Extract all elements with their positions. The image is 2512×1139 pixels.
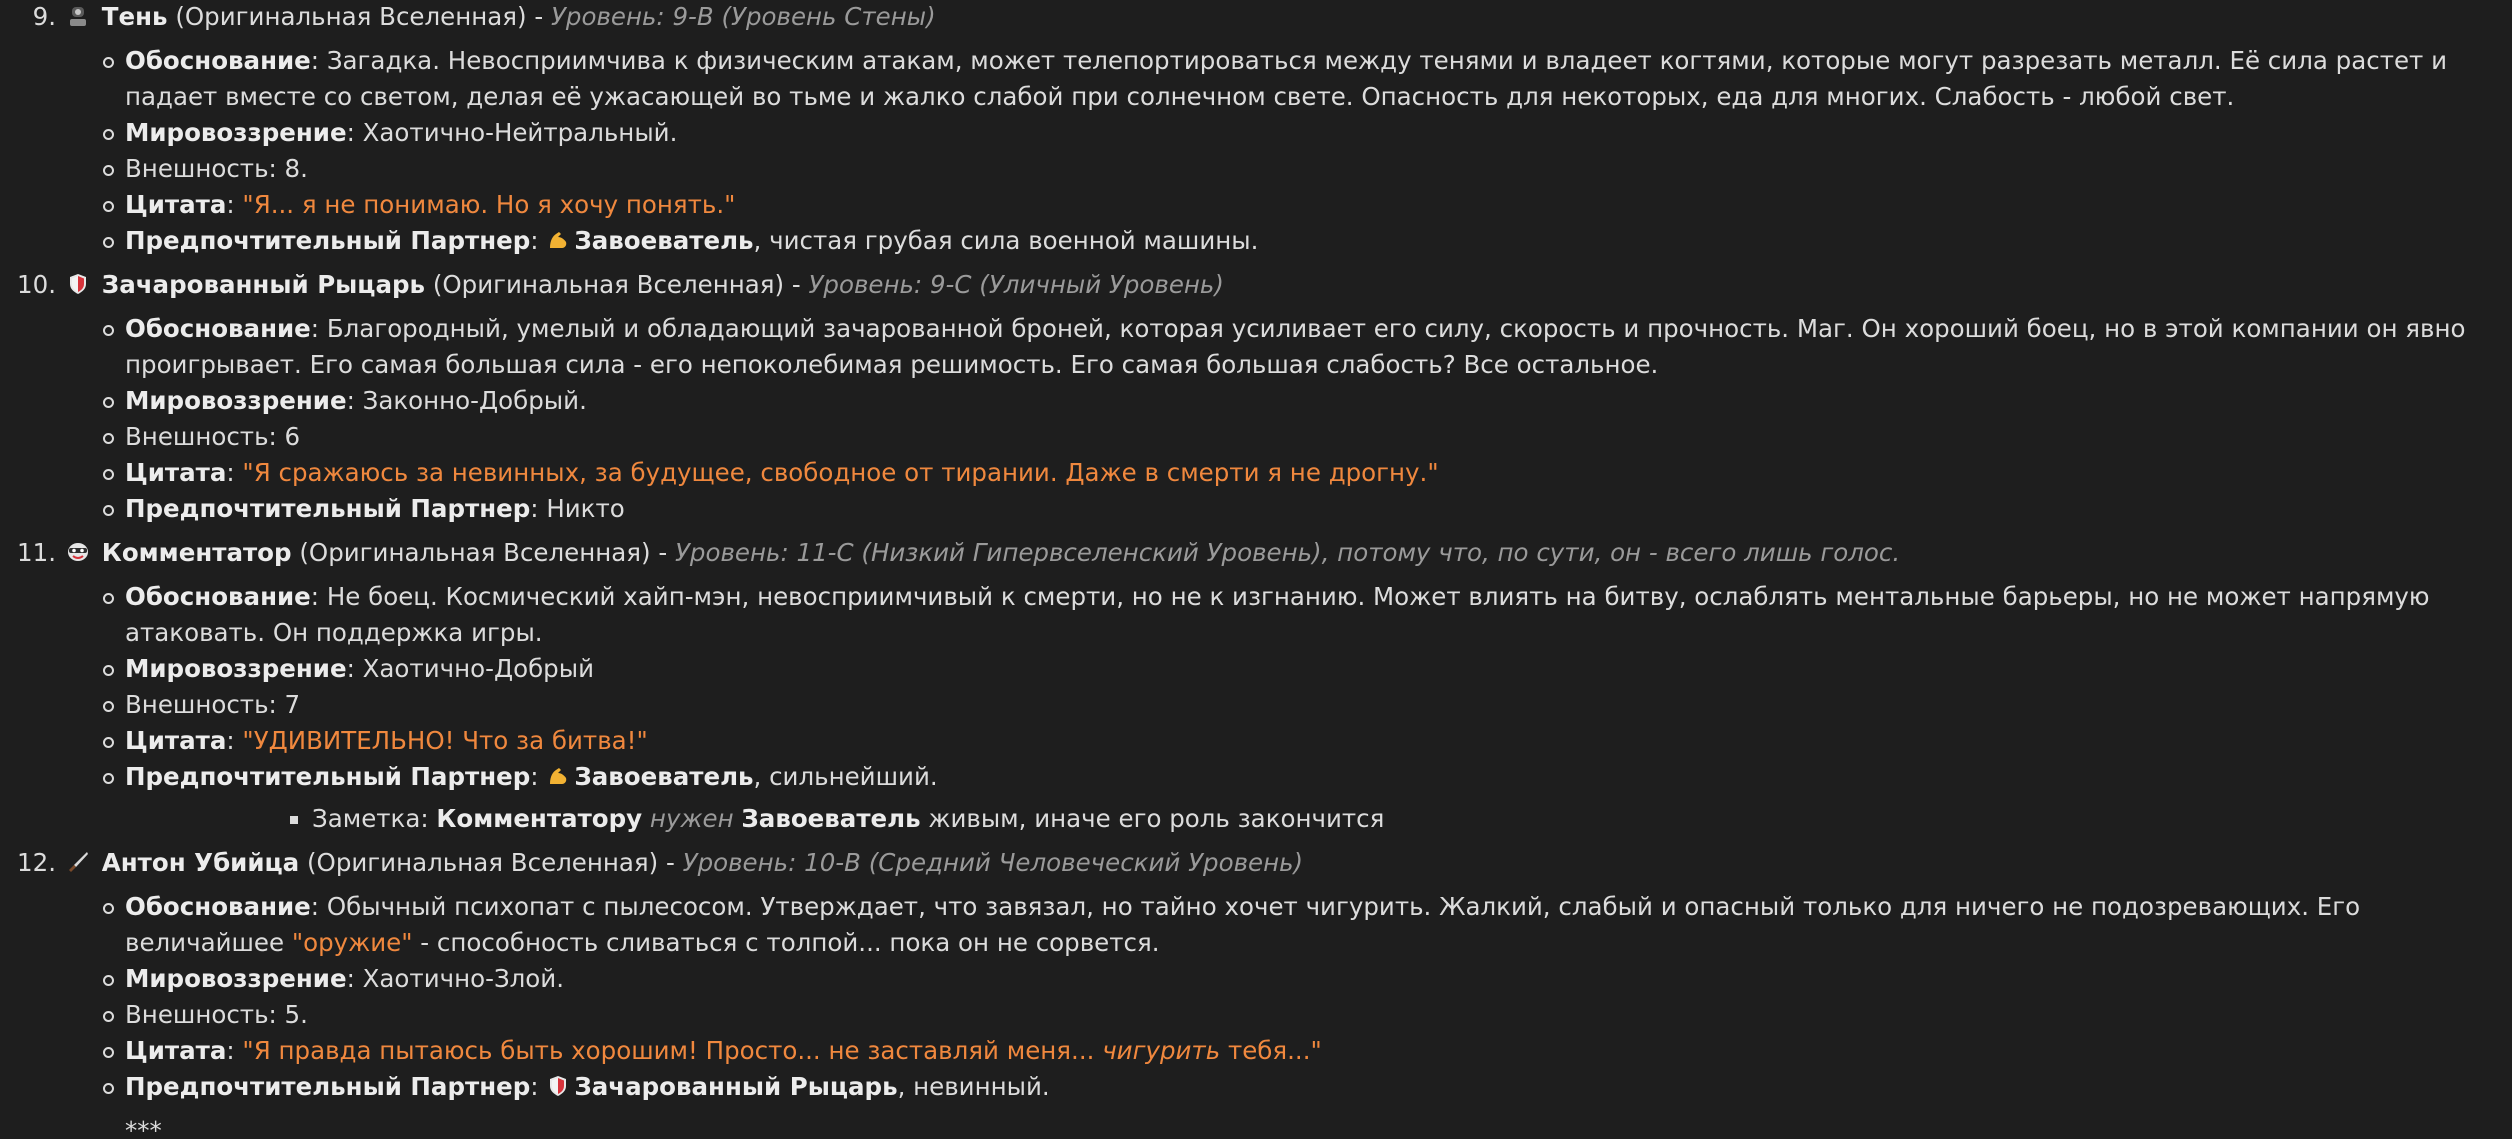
justification-item: [0, 889, 2512, 961]
justification-label: Обоснование: [125, 46, 311, 75]
character-name: Антон Убийца: [101, 848, 300, 877]
entry-heading: [0, 535, 2512, 571]
section-divider-stars: ***: [125, 1116, 162, 1139]
quote-text: "Я сражаюсь за невинных, за будущее, свободное от тирании. Даже в смерти я не дрогну.": [242, 458, 1439, 487]
justification-label: Обоснование: [125, 582, 311, 611]
partner-text: : Никто: [530, 494, 625, 523]
justification-item: [0, 311, 2512, 383]
universe-text: (Оригинальная Вселенная) -: [167, 2, 551, 31]
justification-text: : Не боец. Космический хайп-мэн, невосприимчивый к смерти, но не к изгнанию. Может влиять на битву, ослаблять ментальные барьеры, но не может напрямую атаковать. Он поддержка игры.: [125, 582, 2430, 647]
appearance-item: Внешность: 6: [0, 419, 2512, 455]
character-name: Комментатор: [101, 538, 292, 567]
partner-label: Предпочтительный Партнер: [125, 494, 531, 523]
quote-text: "Я правда пытаюсь быть хорошим! Просто... не заставляй меня...: [242, 1036, 1103, 1065]
list-item: [0, 535, 2512, 837]
justification-text-end: - способность сливаться с толпой... пока он не сорвется.: [412, 928, 1160, 957]
note-prefix: Заметка:: [312, 804, 437, 833]
entry-heading: [0, 0, 2512, 35]
note-italic: нужен: [642, 804, 742, 833]
alignment-label: Мировоззрение: [125, 654, 347, 683]
quote-label: Цитата: [125, 726, 227, 755]
justification-item: [0, 579, 2512, 651]
partner-name: Завоеватель: [574, 226, 754, 255]
partner-rest: , чистая грубая сила военной машины.: [753, 226, 1259, 255]
shield-icon: [546, 1074, 570, 1098]
alignment-item: [0, 961, 2512, 997]
note-item: [125, 801, 2492, 837]
knife-icon: [66, 850, 90, 874]
justification-text: : Обычный психопат с пылесосом. Утверждает, что завязал, но тайно хочет чигурить. Жалкий, слабый и опасный только для ничего не подозревающих. Его величайшее: [125, 892, 2361, 957]
flexed-biceps-icon: [546, 764, 570, 788]
quote-item: Цитата: "Я сражаюсь за невинных, за будущее, свободное от тирании. Даже в смерти я не дрогну.": [0, 455, 2512, 491]
universe-text: (Оригинальная Вселенная) -: [425, 270, 809, 299]
partner-label: Предпочтительный Партнер: [125, 762, 531, 791]
shield-icon: [66, 272, 90, 296]
list-number: 9.: [32, 2, 56, 31]
list-item: [0, 845, 2512, 1105]
alignment-text: : Хаотично-Злой.: [346, 964, 565, 993]
partner-rest: , невинный.: [897, 1072, 1050, 1101]
partner-label: Предпочтительный Партнер: [125, 1072, 531, 1101]
alignment-item: [0, 651, 2512, 687]
alignment-text: : Хаотично-Нейтральный.: [346, 118, 678, 147]
appearance-item: Внешность: 5.: [0, 997, 2512, 1033]
list-item: [0, 0, 2512, 259]
tier-text: Уровень: 9-B (Уровень Стены): [550, 2, 936, 31]
list-number: 10.: [17, 270, 56, 299]
alignment-item: [0, 383, 2512, 419]
partner-item: Предпочтительный Партнер: Зачарованный Рыцарь, невинный.: [0, 1069, 2512, 1105]
tier-text: Уровень: 11-C (Низкий Гипервселенский Уровень), потому что, по сути, он - всего лишь голос.: [675, 538, 1901, 567]
character-name: Тень: [101, 2, 168, 31]
justification-item: [0, 43, 2512, 115]
note-rest: живым, иначе его роль закончится: [920, 804, 1385, 833]
entry-heading: [0, 267, 2512, 303]
alignment-label: Мировоззрение: [125, 964, 347, 993]
alignment-item: [0, 115, 2512, 151]
quote-label: Цитата: [125, 1036, 227, 1065]
alignment-label: Мировоззрение: [125, 118, 347, 147]
list-item: [0, 267, 2512, 527]
alignment-text: : Хаотично-Добрый: [346, 654, 594, 683]
appearance-item: Внешность: 7: [0, 687, 2512, 723]
justification-label: Обоснование: [125, 314, 311, 343]
note-bold-commentator: Комментатору: [436, 804, 643, 833]
universe-text: (Оригинальная Вселенная) -: [299, 848, 683, 877]
entry-heading: [0, 845, 2512, 881]
tier-text: Уровень: 9-C (Уличный Уровень): [808, 270, 1224, 299]
appearance-item: Внешность: 8.: [0, 151, 2512, 187]
list-number: 11.: [17, 538, 56, 567]
mask-face-icon: [66, 540, 90, 564]
flexed-biceps-icon: [546, 228, 570, 252]
quote-text: "УДИВИТЕЛЬНО! Что за битва!": [242, 726, 648, 755]
quote-label: Цитата: [125, 458, 227, 487]
partner-name: Завоеватель: [574, 762, 754, 791]
alignment-text: : Законно-Добрый.: [346, 386, 587, 415]
shadow-figure-icon: [66, 4, 90, 28]
note-bold-conqueror: Завоеватель: [741, 804, 921, 833]
quote-item: Цитата: "Я... я не понимаю. Но я хочу понять.": [0, 187, 2512, 223]
quote-text-end: тебя...": [1220, 1036, 1322, 1065]
list-number: 12.: [17, 848, 56, 877]
quote-label: Цитата: [125, 190, 227, 219]
partner-rest: , сильнейший.: [753, 762, 938, 791]
partner-item: Предпочтительный Партнер: Завоеватель, сильнейший. Заметка: Комментатору нужен Завоеватель живым, иначе его роль закончится: [0, 759, 2512, 837]
quote-item: Цитата: "Я правда пытаюсь быть хорошим! Просто... не заставляй меня... чигурить тебя...": [0, 1033, 2512, 1069]
quote-item: Цитата: "УДИВИТЕЛЬНО! Что за битва!": [0, 723, 2512, 759]
alignment-label: Мировоззрение: [125, 386, 347, 415]
partner-item: [0, 491, 2512, 527]
justification-text: : Загадка. Невосприимчива к физическим атакам, может телепортироваться между тенями и владеет когтями, которые могут разрезать металл. Её сила растет и падает вместе со светом, делая её ужасающей во тьме и жалко слабой при солнечном свете. Опасность для некоторых, еда для многих. Слабость - любой свет.: [125, 46, 2448, 111]
justification-quote: "оружие": [291, 928, 413, 957]
partner-item: Предпочтительный Партнер: Завоеватель, чистая грубая сила военной машины.: [0, 223, 2512, 259]
character-name: Зачарованный Рыцарь: [101, 270, 426, 299]
justification-text: : Благородный, умелый и обладающий зачарованной броней, которая усиливает его силу, скорость и прочность. Маг. Он хороший боец, но в этой компании он явно проигрывает. Его самая большая сила - его непоколебимая решимость. Его самая большая слабость? Все остальное.: [125, 314, 2466, 379]
tier-text: Уровень: 10-B (Средний Человеческий Уровень): [682, 848, 1304, 877]
quote-text: "Я... я не понимаю. Но я хочу понять.": [242, 190, 736, 219]
partner-name: Зачарованный Рыцарь: [574, 1072, 898, 1101]
justification-label: Обоснование: [125, 892, 311, 921]
partner-label: Предпочтительный Партнер: [125, 226, 531, 255]
universe-text: (Оригинальная Вселенная) -: [291, 538, 675, 567]
quote-italic: чигурить: [1102, 1036, 1221, 1065]
